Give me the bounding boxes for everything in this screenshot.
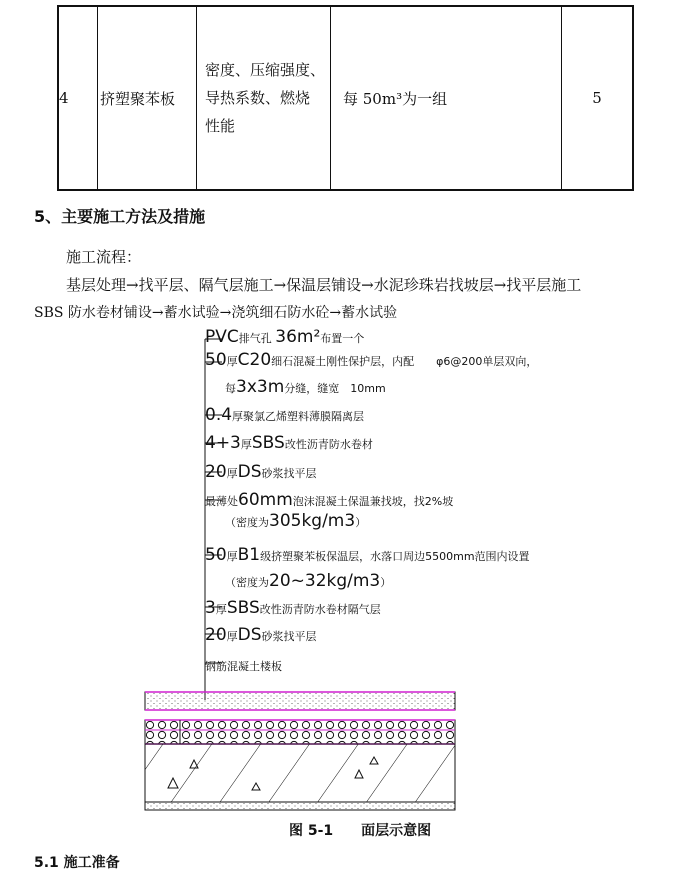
row-number: 4 [59, 89, 69, 107]
test-item-line: 性能 [205, 117, 236, 135]
insulation-layer [145, 720, 455, 744]
test-item-line: 导热系数、燃烧 [205, 89, 311, 107]
layer-label-c20: 50厚C20细石混凝土刚性保护层，内配 φ6@200单层双向， [205, 350, 538, 370]
layer-label-xps-density: （密度为20~32kg/m3） [225, 571, 392, 591]
protective-layer [145, 692, 455, 710]
subsection-title: 5.1 施工准备 [34, 855, 120, 871]
layer-label-screed-2: 20厚DS砂浆找平层 [205, 625, 317, 645]
sampling-frequency: 每 50m³为一组 [343, 89, 448, 108]
layer-label-screed: 20厚DS砂浆找平层 [205, 462, 317, 482]
concrete-slab [145, 744, 455, 802]
figure-caption: 图 5-1 面层示意图 [289, 823, 432, 839]
layer-label-foam-density: （密度为305kg/m3） [225, 511, 367, 531]
test-item-line: 密度、压缩强度、 [205, 61, 326, 79]
flow-line-1: 基层处理→找平层、隔气层施工→保温层铺设→水泥珍珠岩找坡层→找平层施工 [66, 276, 582, 294]
layer-label-film: 0.4厚聚氯乙烯塑料薄膜隔离层 [205, 405, 365, 425]
layer-label-vapor: 3厚SBS改性沥青防水卷材隔气层 [205, 598, 381, 618]
bottom-layer [145, 802, 455, 810]
flow-label: 施工流程： [66, 248, 142, 266]
material-name: 挤塑聚苯板 [100, 89, 176, 108]
flow-line-2: SBS 防水卷材铺设→蓄水试验→浇筑细石防水砼→蓄水试验 [34, 305, 398, 321]
layer-label-joints: 每3x3m分缝，缝宽 10mm [225, 377, 386, 397]
layer-label-foam: 最薄处60mm泡沫混凝土保温兼找坡，找2%坡 [205, 490, 454, 510]
layer-label-slab: 钢筋混凝土楼板 [205, 660, 282, 673]
layer-label-xps: 50厚B1级挤塑聚苯板保温层，水落口周边5500mm范围内设置 [205, 545, 530, 565]
sample-count: 5 [592, 89, 602, 107]
layer-label-waterproof: 4+3厚SBS改性沥青防水卷材 [205, 433, 373, 453]
layer-label-pvc: PVC排气孔 36m²布置一个 [205, 327, 365, 347]
section-title: 5、主要施工方法及措施 [34, 207, 206, 226]
